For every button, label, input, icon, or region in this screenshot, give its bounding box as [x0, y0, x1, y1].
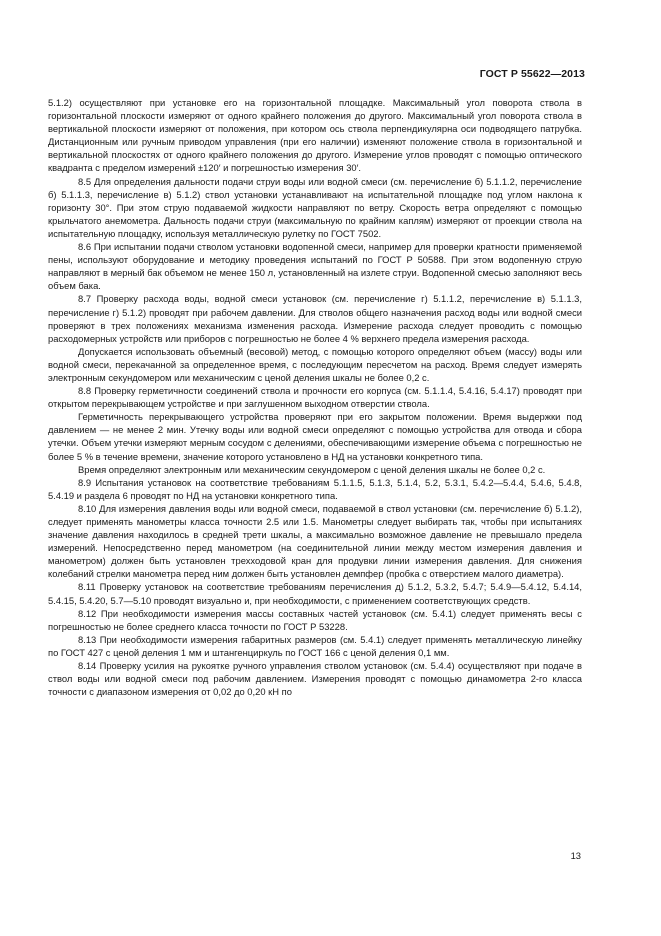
paragraph-8-9: 8.9 Испытания установок на соответствие требованиям 5.1.1.5, 5.1.3, 5.1.4, 5.2, 5.3.1, 5.4.2—5.4.4, 5.4.6, 5.4.8, 5.4.19 и раздела 6 проводят по НД на установки конкретного типа. [48, 476, 582, 501]
paragraph-8-8: 8.8 Проверку герметичности соединений ствола и прочности его корпуса (см. 5.1.1.4, 5.4.16, 5.4.17) проводят при открытом перекрывающем устройстве и при заглушенном выходном отверстии ствола. [48, 385, 582, 410]
paragraph-8-10: 8.10 Для измерения давления воды или водной смеси, подаваемой в ствол установки (см. перечисление б) 5.1.2), следует применять манометры класса точности 2.5 или 1.5. Манометры следует выбирать так, чтобы при испытаниях значение давления находилось в средней трети шкалы, а максимально возможное давление не превышало предела измерений. Непосредственно перед манометром (на соединительной линии между местом измерения давления и манометром) должен быть установлен трехходовой кран для продувки линии измерения давления. Для снижения колебаний стрелки манометра перед ним должен быть установлен демпфер (пробка с отверстием малого диаметра). [48, 502, 582, 580]
document-body [48, 96, 582, 698]
paragraph-5-1-2-continuation: 5.1.2) осуществляют при установке его на горизонтальной площадке. Максимальный угол поворота ствола в горизонтальной плоскости измеряют от одного крайнего положения до другого. Максимальный угол поворота ствола в вертикальной плоскости измеряют от положения, при котором ось ствола перпендикулярна оси подводящего патрубка. Дистанционным или ручным приводом управления (при его наличии) изменяют положение ствола в горизонтальной и вертикальной плоскостях от одного крайнего положения до другого. Измерение углов проводят с помощью оптического квадранта с пределом измерений ±120′ и погрешностью измерения 30′. [48, 97, 582, 174]
paragraph-8-8-tightness: Герметичность перекрывающего устройства проверяют при его закрытом положении. Время выдержки под давлением — не менее 2 мин. Утечку воды или водной смеси определяют с помощью устройства для отвода и сбора утечки. Объем утечки измеряют мерным сосудом с делениями, обеспечивающими измерение объема с погрешностью не более 5 % в течение времени, значение которого установлено в НД на установки конкретного типа. [48, 411, 582, 462]
paragraph-8-8-time: Время определяют электронным или механическим секундомером с ценой деления шкалы не более 0,2 с. [78, 463, 546, 475]
paragraph-8-6: 8.6 При испытании подачи стволом установки водопенной смеси, например для проверки кратности применяемой пены, используют оборудование и методику проведения испытаний по ГОСТ Р 50588. При этом водопенную струю направляют в мерный бак объемом не менее 150 л, установленный на излете струи. Водопенной смесью заполняют весь объем бака. [48, 241, 582, 292]
paragraph-8-13: 8.13 При необходимости измерения габаритных размеров (см. 5.4.1) следует применять металлическую линейку по ГОСТ 427 с ценой деления 1 мм и штангенциркуль по ГОСТ 166 с ценой деления 0,1 мм. [48, 633, 582, 658]
page-number: 13 [570, 850, 581, 861]
paragraph-8-7-volumetric: Допускается использовать объемный (весовой) метод, с помощью которого определяют объем (массу) воды или водной смеси, перекачанной за определенное время, с последующим пересчетом на расход. Время следует измерять электронным секундомером или механическим с ценой деления шкалы не более 0,2 с. [48, 345, 582, 383]
paragraph-8-12: 8.12 При необходимости измерения массы составных частей установок (см. 5.4.1) следует применять весы с погрешностью не более среднего класса точности по ГОСТ Р 53228. [48, 607, 582, 632]
standard-header: ГОСТ Р 55622—2013 [479, 68, 585, 80]
paragraph-8-7: 8.7 Проверку расхода воды, водной смеси установок (см. перечисление г) 5.1.1.2, перечисление в) 5.1.1.3, перечисление г) 5.1.2) проводят при рабочем давлении. Для стволов общего назначения расход воды или водной смеси проверяют в трех положениях механизма изменения расхода. Измерение расхода следует проводить с помощью расходомерных устройств или приборов с погрешностью не более 4 % верхнего предела измерения расхода. [48, 293, 582, 344]
paragraph-8-14: 8.14 Проверку усилия на рукоятке ручного управления стволом установок (см. 5.4.4) осуществляют при подаче в ствол воды или водной смеси под рабочим давлением. Измерения проводят с помощью динамометра 2-го класса точности с диапазоном измерения от 0,02 до 0,20 кН по [48, 660, 582, 698]
paragraph-8-11: 8.11 Проверку установок на соответствие требованиям перечисления д) 5.1.2, 5.3.2, 5.4.7; 5.4.9—5.4.12, 5.4.14, 5.4.15, 5.4.20, 5.7—5.10 проводят визуально и, при необходимости, с применением соответствующих средств. [48, 581, 582, 606]
paragraph-8-5: 8.5 Для определения дальности подачи струи воды или водной смеси (см. перечисление б) 5.1.1.2, перечисление б) 5.1.1.3, перечисление в) 5.1.2) ствол установки устанавливают на испытательной площадке под углом наклона к горизонту 30°. При этом струю подаваемой жидкости направляют по ветру. Скорость ветра определяют с помощью крыльчатого анемометра. Дальность подачи струи (максимальную по крайним каплям) измеряют от проекции ствола на испытательную площадку, используя металлическую рулетку по ГОСТ 7502. [48, 175, 582, 239]
